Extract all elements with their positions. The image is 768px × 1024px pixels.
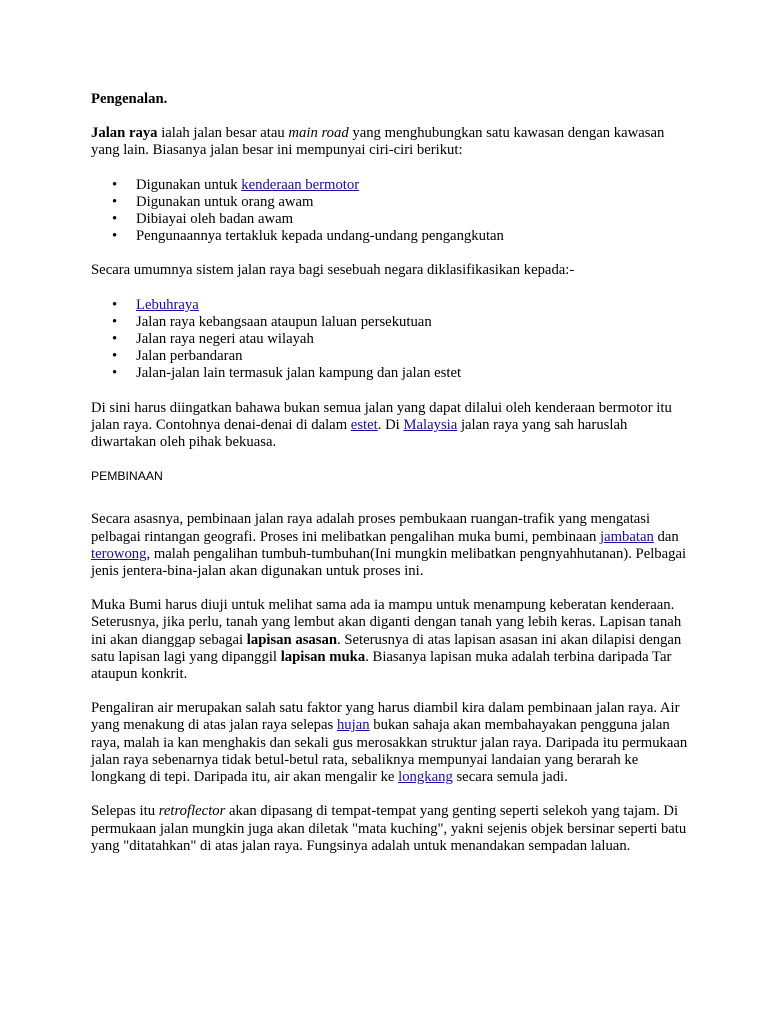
term-lapisan-muka: lapisan muka (280, 648, 366, 665)
link-kenderaan-bermotor[interactable]: kenderaan bermotor (241, 176, 360, 193)
construction-paragraph-1: Secara asasnya, pembinaan jalan raya adalah proses pembukaan ruangan-trafik yang mengatasi pelbagai rintangan geografi. Proses ini melibatkan pengalihan muka bumi, pembinaan jambatan dan terowong, malah pengalihan tumbuh-tumbuhan(Ini mungkin melibatkan pengnyahhutanan). Pelbagai jenis jentera-bina-jalan akan digunakan untuk proses ini. (91, 511, 687, 580)
classification-list (91, 297, 691, 383)
list-item: • Jalan raya kebangsaan ataupun laluan persekutuan (91, 314, 691, 331)
page-heading: Pengenalan. (91, 91, 168, 107)
link-estet[interactable]: estet (350, 416, 378, 433)
term-jalan-raya: Jalan raya (91, 125, 158, 142)
list-item: • Digunakan untuk orang awam (91, 194, 691, 211)
list-item: • Jalan raya negeri atau wilayah (91, 331, 691, 348)
construction-paragraph-2: Muka Bumi harus diuji untuk melihat sama ada ia mampu untuk menampung keberatan kenderaan. Seterusnya, jika perlu, tanah yang lembut akan diganti dengan tanah yang lebih keras. Lapisan tanah ini akan dianggap sebagai lapisan asasan. Seterusnya di atas lapisan asasan ini akan dilapisi dengan satu lapisan lagi yang dipanggil lapisan muka. Biasanya lapisan muka adalah terbina daripada Tar ataupun konkrit. (91, 597, 682, 683)
term-lapisan-asasan: lapisan asasan (246, 631, 338, 648)
link-lebuhraya[interactable]: Lebuhraya (136, 296, 199, 313)
link-hujan[interactable]: hujan (336, 717, 370, 734)
link-longkang[interactable]: longkang (398, 769, 453, 786)
list-item: • Dibiayai oleh badan awam (91, 211, 691, 228)
retroflector-paragraph: Selepas itu retroflector akan dipasang di tempat-tempat yang genting seperti selekoh yang tajam. Di permukaan jalan mungkin juga akan diletak "mata kuching", yakni sejenis objek bersinar seperti batu yang "ditatahkan" di atas jalan raya. Fungsinya adalah untuk menandakan sempadan laluan. (91, 803, 687, 854)
document-body (91, 91, 691, 855)
drainage-paragraph: Pengaliran air merupakan salah satu faktor yang harus diambil kira dalam pembinaan jalan raya. Air yang menakung di atas jalan raya selepas hujan bukan sahaja akan membahayakan pengguna jalan raya, malah ia kan menghakis dan sekali gus merosakkan struktur jalan raya. Daripada itu permukaan jalan raya sebenarnya tidak betul-betul rata, sebaliknya mempunyai landaian yang berarah ke longkang di tepi. Daripada itu, air akan mengalir ke longkang secara semula jadi. (91, 700, 688, 786)
intro-paragraph: Jalan raya ialah jalan besar atau main road yang menghubungkan satu kawasan dengan kawasan yang lain. Biasanya jalan besar ini mempunyai ciri-ciri berikut: (91, 125, 665, 159)
list-item: • Jalan perbandaran (91, 348, 691, 365)
list-item: • Pengunaannya tertakluk kepada undang-undang pengangkutan (91, 228, 691, 245)
list-item (91, 297, 691, 314)
section-heading: PEMBINAAN (91, 469, 163, 484)
link-malaysia[interactable]: Malaysia (403, 416, 458, 433)
list-item: • Jalan-jalan lain termasuk jalan kampung dan jalan estet (91, 365, 691, 382)
classification-intro: Secara umumnya sistem jalan raya bagi sesebuah negara diklasifikasikan kepada:- (91, 262, 575, 279)
link-terowong[interactable]: terowong (91, 545, 147, 562)
link-jambatan[interactable]: jambatan (600, 528, 654, 545)
list-item: • Digunakan untuk kenderaan bermotor (91, 177, 691, 194)
note-paragraph: Di sini harus diingatkan bahawa bukan semua jalan yang dapat dilalui oleh kenderaan bermotor itu jalan raya. Contohnya denai-denai di dalam estet. Di Malaysia jalan raya yang sah haruslah diwartakan oleh pihak bekuasa. (91, 399, 672, 451)
features-list (91, 177, 691, 246)
